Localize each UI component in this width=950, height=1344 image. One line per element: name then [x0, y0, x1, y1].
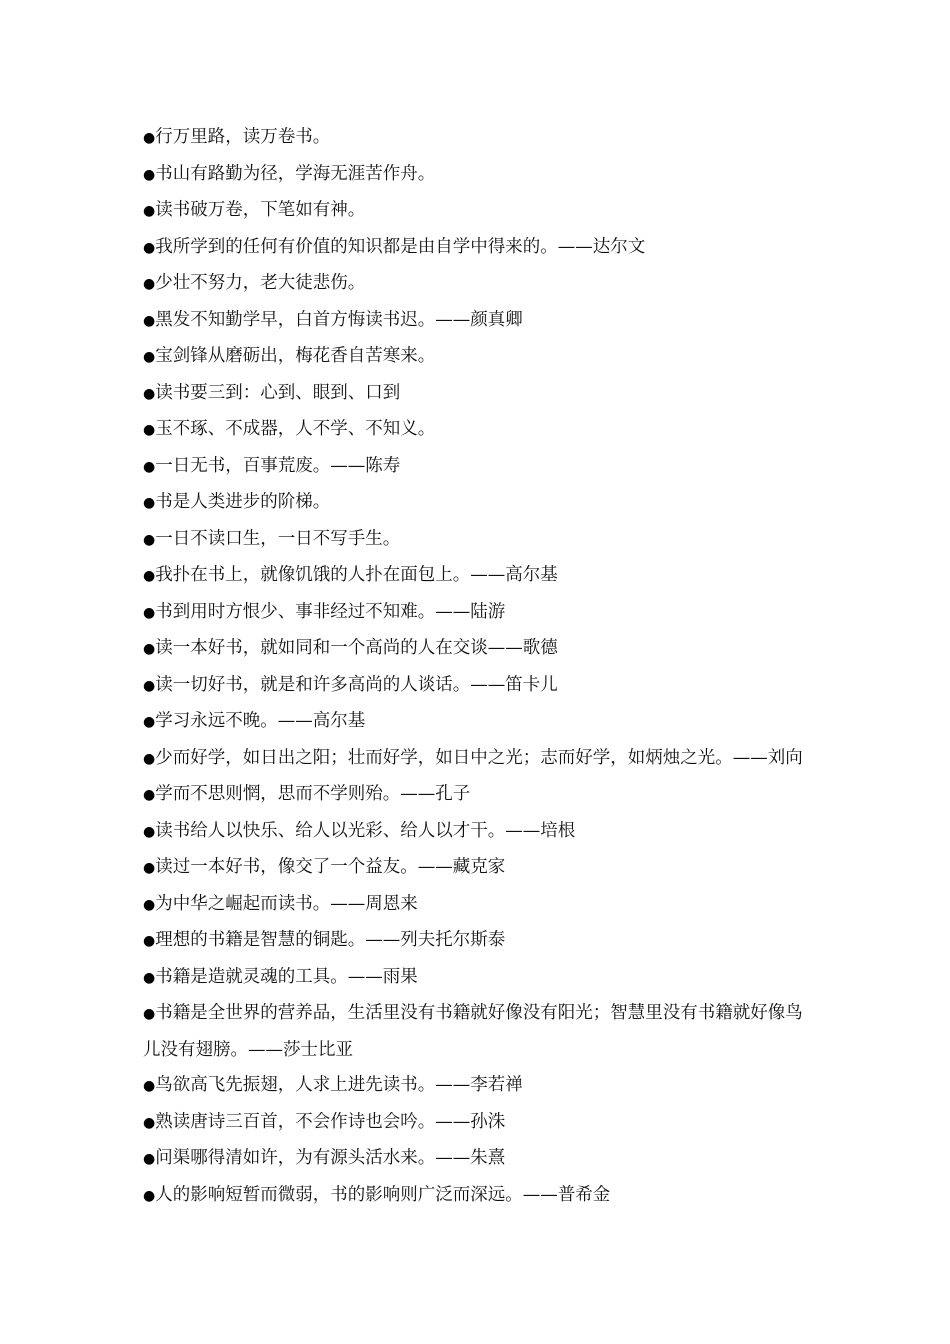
quote-item — [143, 887, 815, 924]
quote-text: 熟读唐诗三百首，不会作诗也会吟。——孙洙 — [155, 1111, 506, 1132]
quote-item — [143, 668, 815, 705]
bullet-icon: ● — [143, 458, 156, 475]
quote-text: 学习永远不晚。——高尔基 — [155, 711, 366, 731]
quote-text: 问渠哪得清如许，为有源头活水来。——朱熹 — [155, 1148, 506, 1168]
quote-item — [143, 777, 815, 814]
quote-item — [143, 449, 815, 486]
quote-text: 行万里路，读万卷书。 — [155, 127, 331, 147]
quote-text: 读书给人以快乐、给人以光彩、给人以才干。——培根 — [155, 820, 576, 841]
quote-list — [143, 120, 815, 1214]
bullet-icon: ● — [143, 969, 156, 986]
bullet-icon: ● — [143, 203, 156, 219]
quote-item — [143, 1105, 815, 1142]
quote-text: 书籍是造就灵魂的工具。——雨果 — [155, 966, 418, 987]
bullet-icon: ● — [143, 312, 156, 329]
quote-text: 书到用时方恨少、事非经过不知难。——陆游 — [155, 601, 506, 622]
quote-text: 我所学到的任何有价值的知识都是由自学中得来的。——达尔文 — [155, 236, 646, 257]
quote-text: 一日不读口生，一日不写手生。 — [155, 528, 401, 549]
quote-text: 少而好学，如日出之阳；壮而好学，如日中之光；志而好学，如炳烛之光。——刘向 — [155, 747, 803, 768]
quote-item — [143, 996, 815, 1068]
bullet-icon: ● — [143, 276, 156, 292]
bullet-icon: ● — [143, 568, 156, 584]
bullet-icon: ● — [143, 714, 156, 730]
quote-item — [143, 376, 815, 413]
quote-text: 宝剑锋从磨砺出，梅花香自苦寒来。 — [155, 346, 436, 366]
quote-item — [143, 412, 815, 449]
bullet-icon: ● — [143, 166, 156, 183]
bullet-icon: ● — [143, 823, 156, 840]
quote-item — [143, 923, 815, 960]
quote-text: 学而不思则惘，思而不学则殆。——孔子 — [155, 784, 471, 804]
quote-text: 玉不琢、不成器，人不学、不知义。 — [155, 419, 436, 439]
quote-text: 读一切好书，就是和许多高尚的人谈话。——笛卡儿 — [155, 674, 558, 695]
bullet-icon: ● — [143, 677, 156, 694]
quote-item — [143, 814, 815, 851]
bullet-icon: ● — [143, 641, 156, 657]
quote-item — [143, 266, 815, 303]
bullet-icon: ● — [143, 531, 156, 548]
quote-text: 少壮不努力，老大徒悲伤。 — [155, 273, 366, 293]
quote-item — [143, 1141, 815, 1178]
quote-item — [143, 1068, 815, 1105]
quote-text: 我扑在书上，就像饥饿的人扑在面包上。——高尔基 — [155, 565, 558, 585]
quote-item — [143, 850, 815, 887]
quote-text: 一日无书，百事荒废。——陈寿 — [155, 455, 401, 476]
quote-text: 书是人类进步的阶梯。 — [155, 492, 331, 512]
bullet-icon: ● — [143, 422, 156, 438]
bullet-icon: ● — [143, 239, 156, 256]
bullet-icon: ● — [143, 750, 156, 767]
bullet-icon: ● — [143, 495, 156, 511]
quote-item — [143, 960, 815, 997]
quote-item — [143, 558, 815, 595]
quote-text: 黑发不知勤学早，白首方悔读书迟。——颜真卿 — [155, 309, 523, 330]
quote-item — [143, 704, 815, 741]
quote-item — [143, 631, 815, 668]
quote-item — [143, 120, 815, 157]
quote-item — [143, 595, 815, 632]
quote-text: 书山有路勤为径，学海无涯苦作舟。 — [155, 163, 436, 184]
bullet-icon: ● — [143, 787, 156, 803]
bullet-icon: ● — [143, 1078, 156, 1094]
quote-text: 读一本好书，就如同和一个高尚的人在交谈——歌德 — [155, 638, 558, 658]
quote-text: 人的影响短暂而微弱，书的影响则广泛而深远。——普希金 — [155, 1184, 611, 1205]
quote-item — [143, 741, 815, 778]
bullet-icon: ● — [143, 1006, 156, 1022]
quote-item — [143, 193, 815, 230]
quote-item — [143, 303, 815, 340]
bullet-icon: ● — [143, 860, 156, 876]
quote-text: 理想的书籍是智慧的铜匙。——列夫托尔斯泰 — [155, 930, 506, 950]
quote-text: 读过一本好书，像交了一个益友。——藏克家 — [155, 857, 506, 877]
bullet-icon: ● — [143, 1114, 156, 1131]
quote-item — [143, 485, 815, 522]
bullet-icon: ● — [143, 349, 156, 365]
bullet-icon: ● — [143, 1187, 156, 1204]
quote-text: 读书要三到：心到、眼到、口到 — [155, 382, 401, 403]
quote-text: 鸟欲高飞先振翅，人求上进先读书。——李若禅 — [155, 1075, 523, 1095]
bullet-icon: ● — [143, 1151, 156, 1167]
bullet-icon: ● — [143, 933, 156, 949]
quote-text: 为中华之崛起而读书。——周恩来 — [155, 893, 418, 914]
bullet-icon: ● — [143, 385, 156, 402]
quote-item — [143, 1178, 815, 1215]
quote-item — [143, 157, 815, 194]
quote-text: 书籍是全世界的营养品，生活里没有书籍就好像没有阳光；智慧里没有书籍就好像鸟儿没有翅膀。——莎士比亚 — [143, 1003, 803, 1060]
quote-text: 读书破万卷，下笔如有神。 — [155, 200, 366, 220]
quote-item — [143, 339, 815, 376]
bullet-icon: ● — [143, 130, 156, 146]
bullet-icon: ● — [143, 896, 156, 913]
quote-item — [143, 522, 815, 559]
quote-item — [143, 230, 815, 267]
bullet-icon: ● — [143, 604, 156, 621]
